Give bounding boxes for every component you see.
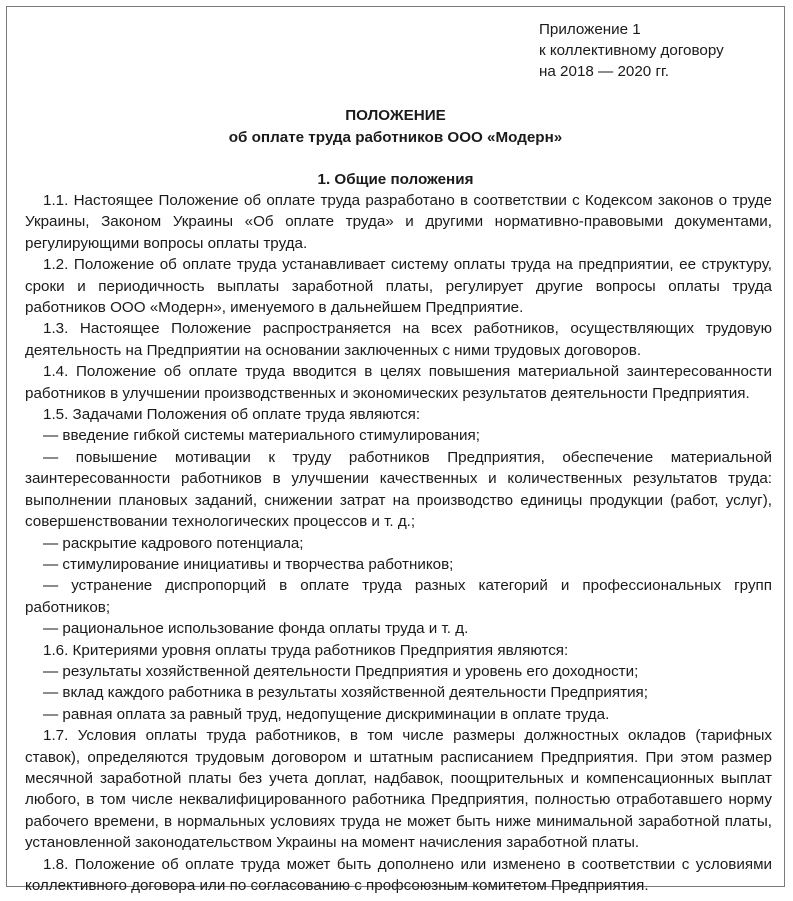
paragraph-1-6: 1.6. Критериями уровня оплаты труда работников Предприятия являются:	[43, 641, 569, 659]
title-sub: об оплате труда работников ООО «Модерн»	[228, 129, 563, 146]
appendix-line-2: к коллективному договору	[539, 42, 724, 59]
document-page	[6, 6, 785, 894]
paragraph-1-1: 1.1. Настоящее Положение об оплате труда разработано в соответствии с Кодексом законов о труде Украины, Законом Украины «Об оплате труда» и другими нормативно-правовыми документами, регулирующими вопросы оплаты труда.	[25, 192, 772, 252]
list-item: — вклад каждого работника в результаты хозяйственной деятельности Предприятия;	[43, 684, 649, 702]
appendix-line-3: на 2018 — 2020 гг.	[539, 63, 669, 80]
title-main: ПОЛОЖЕНИЕ	[345, 107, 446, 124]
paragraph-1-5: 1.5. Задачами Положения об оплате труда являются:	[43, 406, 421, 424]
list-item: — повышение мотивации к труду работников Предприятия, обеспечение материальной заинтересованности работников в улучшении качественных и количественных результатов труда: выполнении плановых заданий, снижении затрат на производство единицы продукции (работ, услуг), совершенствовании технологических процессов и т. д.;	[25, 448, 772, 531]
appendix-note	[539, 19, 769, 82]
paragraph-1-7: 1.7. Условия оплаты труда работников, в том числе размеры должностных окладов (тарифных ставок), определяются трудовым договором и штатным расписанием Предприятия. При этом размер месячной заработной платы без учета доплат, надбавок, поощрительных и компенсационных выплат любого, в том числе неквалифицированного работника Предприятия, полностью отработавшего норму рабочего времени, в нормальных условиях труда не может быть ниже минимальной заработной платы, установленной законодательством Украины на момент начисления заработной платы.	[25, 727, 772, 852]
list-item: — рациональное использование фонда оплаты труда и т. д.	[43, 620, 469, 638]
list-item: — стимулирование инициативы и творчества работников;	[43, 555, 454, 573]
paragraph-1-8: 1.8. Положение об оплате труда может быть дополнено или изменено в соответствии с условиями коллективного договора или по согласованию с профсоюзным комитетом Предприятия.	[25, 855, 772, 894]
list-item: — равная оплата за равный труд, недопущение дискриминации в оплате труда.	[43, 705, 610, 723]
paragraph-1-3: 1.3. Настоящее Положение распространяется на всех работников, осуществляющих трудовую деятельность на Предприятии на основании заключенных с ними трудовых договоров.	[25, 320, 772, 359]
appendix-line-1: Приложение 1	[539, 21, 641, 38]
list-item: — результаты хозяйственной деятельности Предприятия и уровень его доходности;	[43, 662, 639, 680]
paragraph-1-4: 1.4. Положение об оплате труда вводится в целях повышения материальной заинтересованности работников в улучшении производственных и экономических результатов деятельности Предприятия.	[25, 363, 772, 402]
list-item: — устранение диспропорций в оплате труда разных категорий и профессиональных групп работников;	[25, 577, 772, 616]
section-title: 1. Общие положения	[317, 171, 474, 188]
section-body	[25, 190, 772, 896]
document-title	[7, 105, 784, 149]
paragraph-1-2: 1.2. Положение об оплате труда устанавливает систему оплаты труда на предприятии, ее структуру, сроки и периодичность выплаты заработной платы, регулирует другие вопросы оплаты труда работников ООО «Модерн», именуемого в дальнейшем Предприятие.	[25, 256, 772, 317]
list-item: — введение гибкой системы материального стимулирования;	[43, 427, 480, 445]
list-item: — раскрытие кадрового потенциала;	[43, 534, 304, 552]
